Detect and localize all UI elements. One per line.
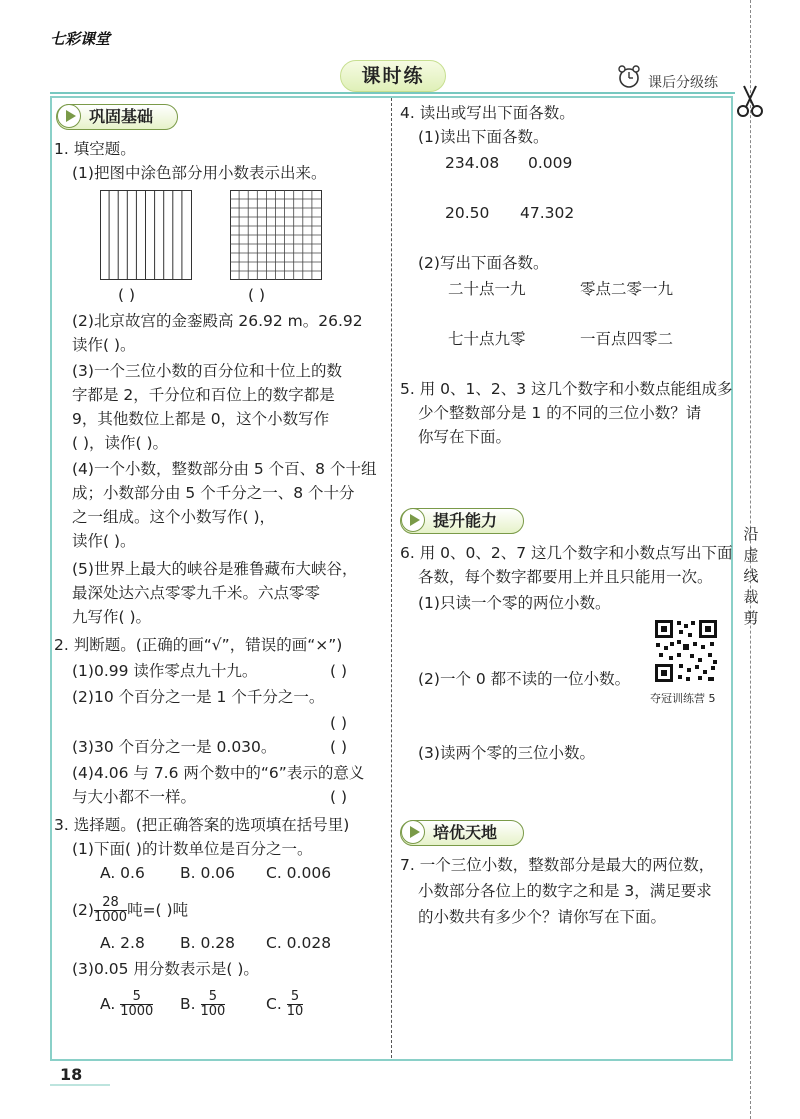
q4-1: (1)读出下面各数。 [418, 128, 549, 146]
section-label: 培优天地 [433, 823, 498, 842]
cut-label: 沿虚线裁剪 [743, 525, 759, 627]
brand-logo: 七彩课堂 [50, 30, 111, 48]
q3-2 [72, 896, 188, 925]
q2-4-line: (4)4.06 与 7.6 两个数中的“6”表示的意义 [72, 764, 365, 782]
option-b[interactable]: B. 0.28 [180, 934, 235, 952]
word-number: 二十点一九 [448, 280, 526, 298]
q2-title: 2. 判断题。(正确的画“√”，错误的画“×”) [54, 636, 343, 654]
judge-paren[interactable]: ( ) [330, 714, 348, 732]
number-item: 20.50 [445, 204, 490, 222]
fraction-denominator: 1000 [120, 1004, 154, 1019]
option-c[interactable]: C. 0.028 [266, 934, 332, 952]
q1-3-line: 字都是 2，千分位和百位上的数字都是 [72, 386, 335, 404]
fraction-numerator: 5 [287, 990, 304, 1005]
decimal-strip-figure [100, 190, 192, 280]
q1-3-line: ( )，读作( )。 [72, 434, 169, 452]
option-label: B. [180, 995, 196, 1013]
fraction-denominator: 10 [286, 1004, 304, 1019]
q3-2-prefix: (2) [72, 901, 94, 919]
q7-line: 的小数共有多少个？请你写在下面。 [418, 908, 667, 926]
q2-1: (1)0.99 读作零点九十九。 [72, 662, 258, 680]
q1-1: (1)把图中涂色部分用小数表示出来。 [72, 164, 327, 182]
q1-title: 1. 填空题。 [54, 140, 136, 158]
q5-line: 少个整数部分是 1 的不同的三位小数？请 [418, 404, 702, 422]
footer-rule [50, 1084, 110, 1086]
fraction-denominator: 1000 [93, 910, 128, 925]
q1-5-line: (5)世界上最大的峡谷是雅鲁藏布大峡谷， [72, 560, 358, 578]
play-icon [57, 104, 81, 128]
option-label: A. [100, 995, 116, 1013]
judge-paren[interactable]: ( ) [330, 788, 348, 806]
answer-blank[interactable]: ( ) [248, 286, 266, 304]
q3-1: (1)下面( )的计数单位是百分之一。 [72, 840, 313, 858]
q6-line: 6. 用 0、0、2、7 这几个数字和小数点写出下面 [400, 544, 733, 562]
q6-line: 各数，每个数字都要用上并且只能用一次。 [418, 568, 713, 586]
fraction-numerator: 5 [120, 990, 153, 1005]
q1-4-line: 之一组成。这个小数写作( )， [72, 508, 276, 526]
play-icon [401, 820, 425, 844]
word-number: 七十点九零 [448, 330, 526, 348]
q6-2: (2)一个 0 都不读的一位小数。 [418, 670, 631, 688]
section-label: 提升能力 [433, 511, 498, 530]
q2-4-line: 与大小都不一样。 [72, 788, 197, 806]
q7-line: 7. 一个三位小数，整数部分是最大的两位数， [400, 856, 715, 874]
q5-line: 5. 用 0、1、2、3 这几个数字和小数点能组成多 [400, 380, 733, 398]
q1-4-line: (4)一个小数，整数部分由 5 个百、8 个十组 [72, 460, 377, 478]
section-header-improve [400, 508, 524, 534]
q1-4-line: 读作( )。 [72, 532, 136, 550]
q6-1: (1)只读一个零的两位小数。 [418, 594, 611, 612]
word-number: 一百点四零二 [580, 330, 674, 348]
option-a[interactable] [100, 990, 153, 1019]
qr-code-icon[interactable] [653, 618, 719, 684]
section-header-advanced [400, 820, 524, 846]
decimal-grid-figure [230, 190, 322, 280]
number-item: 0.009 [528, 154, 573, 172]
q3-3: (3)0.05 用分数表示是( )。 [72, 960, 259, 978]
q4-2: (2)写出下面各数。 [418, 254, 549, 272]
option-a[interactable]: A. 0.6 [100, 864, 145, 882]
q6-3: (3)读两个零的三位小数。 [418, 744, 595, 762]
option-b[interactable] [180, 990, 225, 1019]
q5-line: 你写在下面。 [418, 428, 512, 446]
q1-5-line: 最深处达六点零零九千米。六点零零 [72, 584, 321, 602]
q1-2-line: 读作( )。 [72, 336, 136, 354]
q7-line: 小数部分各位上的数字之和是 3，满足要求 [418, 882, 712, 900]
number-item: 234.08 [445, 154, 500, 172]
q2-2: (2)10 个百分之一是 1 个千分之一。 [72, 688, 325, 706]
word-number: 零点二零一九 [580, 280, 674, 298]
answer-blank[interactable]: ( ) [118, 286, 136, 304]
fraction [94, 896, 127, 925]
section-header-basic [56, 104, 178, 130]
judge-paren[interactable]: ( ) [330, 738, 348, 756]
q1-2-line: (2)北京故宫的金銮殿高 26.92 m。26.92 [72, 312, 363, 330]
option-label: C. [266, 995, 282, 1013]
fraction [120, 990, 153, 1019]
q3-2-suffix: 吨=( )吨 [127, 901, 189, 919]
column-divider [391, 98, 392, 1058]
q1-4-line: 成；小数部分由 5 个千分之一、8 个十分 [72, 484, 355, 502]
page-title: 课时练 [340, 60, 446, 92]
header-rule [50, 92, 735, 94]
play-icon [401, 508, 425, 532]
page-number: 18 [60, 1065, 83, 1084]
q4-title: 4. 读出或写出下面各数。 [400, 104, 575, 122]
option-c[interactable]: C. 0.006 [266, 864, 332, 882]
q1-3-line: (3)一个三位小数的百分位和十位上的数 [72, 362, 342, 380]
scissors-icon [736, 84, 764, 118]
fraction-numerator: 28 [94, 896, 127, 911]
option-b[interactable]: B. 0.06 [180, 864, 235, 882]
section-label: 巩固基础 [89, 107, 154, 126]
fraction [287, 990, 304, 1019]
q1-5-line: 九写作( )。 [72, 608, 152, 626]
header-right-label: 课后分级练 [648, 75, 718, 91]
fraction-denominator: 100 [200, 1004, 226, 1019]
number-item: 47.302 [520, 204, 575, 222]
judge-paren[interactable]: ( ) [330, 662, 348, 680]
option-a[interactable]: A. 2.8 [100, 934, 145, 952]
q3-title: 3. 选择题。(把正确答案的选项填在括号里) [54, 816, 350, 834]
fraction [201, 990, 226, 1019]
fraction-numerator: 5 [201, 990, 226, 1005]
q2-3: (3)30 个百分之一是 0.030。 [72, 738, 277, 756]
qr-caption: 夺冠训练营 5 [650, 692, 716, 705]
alarm-clock-icon [616, 64, 642, 90]
option-c[interactable] [266, 990, 303, 1019]
q1-3-line: 9，其他数位上都是 0，这个小数写作 [72, 410, 330, 428]
